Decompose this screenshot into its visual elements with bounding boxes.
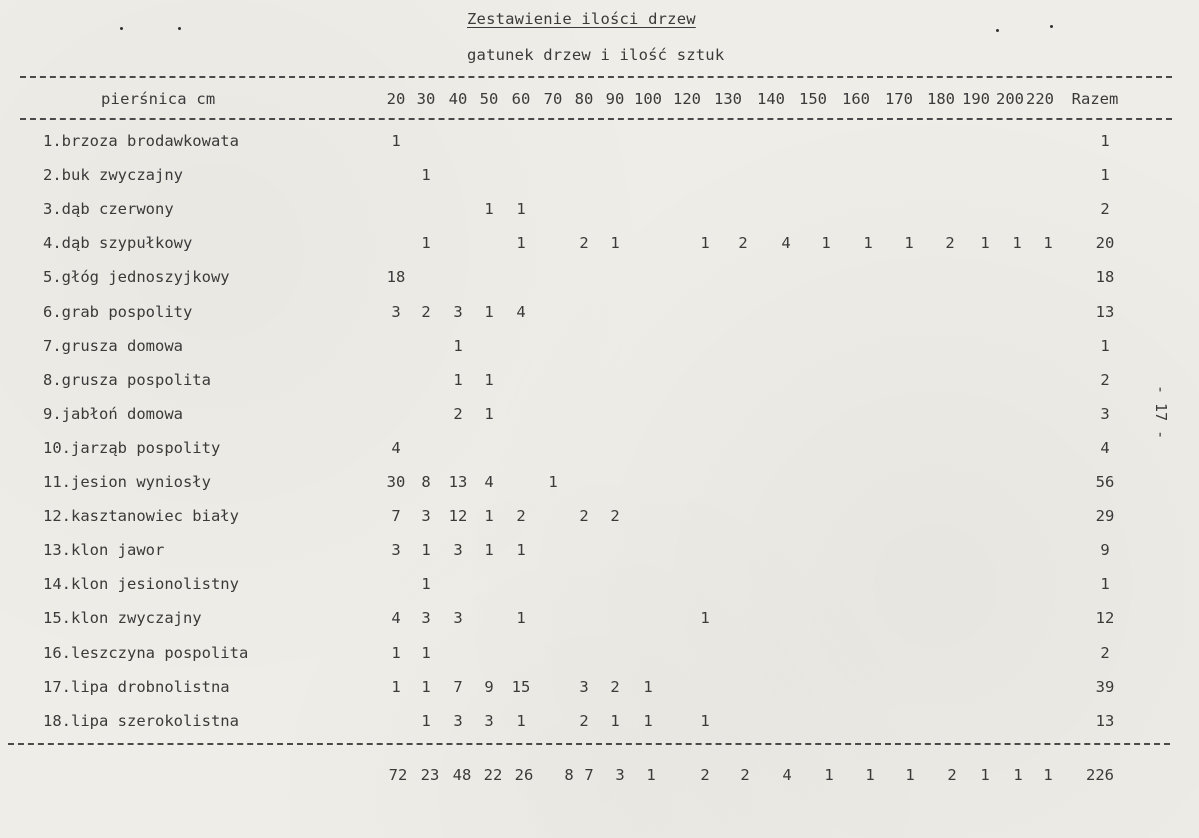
count-cell: 4 bbox=[516, 303, 526, 321]
count-cell: 1 bbox=[421, 678, 431, 696]
count-cell: 3 bbox=[453, 303, 463, 321]
count-cell: 30 bbox=[386, 473, 406, 491]
count-cell: 2 bbox=[579, 712, 589, 730]
count-cell: 18 bbox=[386, 268, 406, 286]
row-total: 13 bbox=[1095, 303, 1115, 321]
count-cell: 3 bbox=[421, 609, 431, 627]
species-name: 18.lipa szerokolistna bbox=[43, 712, 239, 730]
count-cell: 7 bbox=[453, 678, 463, 696]
count-cell: 1 bbox=[484, 405, 494, 423]
header-column-label: 190 bbox=[962, 90, 990, 108]
paper-speck bbox=[996, 29, 999, 32]
species-name: 11.jesion wyniosły bbox=[43, 473, 211, 491]
row-total: 29 bbox=[1095, 507, 1115, 525]
row-total: 56 bbox=[1095, 473, 1115, 491]
row-total: 2 bbox=[1100, 200, 1110, 218]
header-column-label: 80 bbox=[574, 90, 594, 108]
count-cell: 3 bbox=[391, 541, 401, 559]
column-total: 3 bbox=[615, 766, 625, 784]
header-column-label: 30 bbox=[416, 90, 436, 108]
count-cell: 1 bbox=[484, 200, 494, 218]
count-cell: 2 bbox=[610, 507, 620, 525]
count-cell: 1 bbox=[484, 541, 494, 559]
count-cell: 1 bbox=[516, 609, 526, 627]
row-total: 13 bbox=[1095, 712, 1115, 730]
count-cell: 1 bbox=[610, 234, 620, 252]
column-total: 1 bbox=[865, 766, 875, 784]
count-cell: 1 bbox=[516, 200, 526, 218]
count-cell: 2 bbox=[945, 234, 955, 252]
row-total: 4 bbox=[1100, 439, 1110, 457]
count-cell: 1 bbox=[453, 371, 463, 389]
count-cell: 4 bbox=[391, 609, 401, 627]
column-total: 2 bbox=[700, 766, 710, 784]
species-name: 10.jarząb pospolity bbox=[43, 439, 221, 457]
row-total: 39 bbox=[1095, 678, 1115, 696]
count-cell: 2 bbox=[516, 507, 526, 525]
count-cell: 3 bbox=[484, 712, 494, 730]
count-cell: 2 bbox=[421, 303, 431, 321]
count-cell: 1 bbox=[453, 337, 463, 355]
header-column-label: 60 bbox=[511, 90, 531, 108]
column-total: 1 bbox=[1043, 766, 1053, 784]
count-cell: 1 bbox=[700, 234, 710, 252]
count-cell: 1 bbox=[643, 712, 653, 730]
top-rule bbox=[20, 76, 1172, 78]
species-name: 16.leszczyna pospolita bbox=[43, 644, 249, 662]
species-name: 3.dąb czerwony bbox=[43, 200, 174, 218]
row-total: 1 bbox=[1100, 575, 1110, 593]
count-cell: 1 bbox=[863, 234, 873, 252]
count-cell: 1 bbox=[391, 644, 401, 662]
count-cell: 2 bbox=[579, 234, 589, 252]
column-total: 2 bbox=[740, 766, 750, 784]
header-column-label: 50 bbox=[479, 90, 499, 108]
species-name: 13.klon jawor bbox=[43, 541, 165, 559]
count-cell: 1 bbox=[421, 712, 431, 730]
row-total: 2 bbox=[1100, 644, 1110, 662]
count-cell: 1 bbox=[821, 234, 831, 252]
row-total: 9 bbox=[1100, 541, 1110, 559]
count-cell: 13 bbox=[448, 473, 468, 491]
count-cell: 2 bbox=[579, 507, 589, 525]
column-total: 1 bbox=[1013, 766, 1023, 784]
count-cell: 3 bbox=[579, 678, 589, 696]
column-total: 8 bbox=[564, 766, 574, 784]
header-column-label: 40 bbox=[448, 90, 468, 108]
column-total: 26 bbox=[514, 766, 534, 784]
header-label: pierśnica cm bbox=[101, 90, 216, 108]
paper-speck bbox=[178, 27, 181, 30]
species-name: 2.buk zwyczajny bbox=[43, 166, 183, 184]
count-cell: 3 bbox=[421, 507, 431, 525]
row-total: 1 bbox=[1100, 166, 1110, 184]
row-total: 2 bbox=[1100, 371, 1110, 389]
count-cell: 8 bbox=[421, 473, 431, 491]
count-cell: 9 bbox=[484, 678, 494, 696]
row-total: 18 bbox=[1095, 268, 1115, 286]
count-cell: 1 bbox=[980, 234, 990, 252]
header-column-label: 70 bbox=[543, 90, 563, 108]
count-cell: 1 bbox=[421, 166, 431, 184]
count-cell: 1 bbox=[1012, 234, 1022, 252]
species-name: 8.grusza pospolita bbox=[43, 371, 211, 389]
count-cell: 2 bbox=[610, 678, 620, 696]
count-cell: 1 bbox=[1043, 234, 1053, 252]
header-column-label: 100 bbox=[634, 90, 662, 108]
header-total: Razem bbox=[1071, 90, 1119, 108]
count-cell: 1 bbox=[700, 712, 710, 730]
header-column-label: 220 bbox=[1026, 90, 1054, 108]
count-cell: 4 bbox=[781, 234, 791, 252]
count-cell: 4 bbox=[484, 473, 494, 491]
species-name: 14.klon jesionolistny bbox=[43, 575, 239, 593]
header-column-label: 160 bbox=[842, 90, 870, 108]
count-cell: 4 bbox=[391, 439, 401, 457]
column-total: 1 bbox=[646, 766, 656, 784]
column-total: 7 bbox=[584, 766, 594, 784]
species-name: 6.grab pospolity bbox=[43, 303, 193, 321]
count-cell: 1 bbox=[904, 234, 914, 252]
grand-total: 226 bbox=[1086, 766, 1114, 784]
count-cell: 1 bbox=[421, 541, 431, 559]
page-number-note: - 17 - bbox=[1152, 385, 1170, 440]
count-cell: 1 bbox=[484, 507, 494, 525]
document-subtitle: gatunek drzew i ilość sztuk bbox=[467, 46, 725, 64]
count-cell: 1 bbox=[548, 473, 558, 491]
paper-speck bbox=[120, 27, 123, 30]
column-total: 1 bbox=[824, 766, 834, 784]
species-name: 5.głóg jednoszyjkowy bbox=[43, 268, 230, 286]
header-column-label: 120 bbox=[673, 90, 701, 108]
count-cell: 1 bbox=[391, 678, 401, 696]
header-column-label: 20 bbox=[386, 90, 406, 108]
count-cell: 3 bbox=[453, 712, 463, 730]
species-name: 17.lipa drobnolistna bbox=[43, 678, 230, 696]
document-title: Zestawienie ilości drzew bbox=[467, 10, 696, 28]
count-cell: 1 bbox=[516, 234, 526, 252]
header-column-label: 150 bbox=[799, 90, 827, 108]
count-cell: 1 bbox=[700, 609, 710, 627]
row-total: 12 bbox=[1095, 609, 1115, 627]
count-cell: 12 bbox=[448, 507, 468, 525]
count-cell: 1 bbox=[610, 712, 620, 730]
header-column-label: 170 bbox=[885, 90, 913, 108]
count-cell: 1 bbox=[391, 132, 401, 150]
count-cell: 1 bbox=[421, 234, 431, 252]
bottom-rule bbox=[8, 743, 1170, 745]
species-name: 7.grusza domowa bbox=[43, 337, 183, 355]
header-column-label: 140 bbox=[757, 90, 785, 108]
column-total: 22 bbox=[483, 766, 503, 784]
count-cell: 7 bbox=[391, 507, 401, 525]
column-total: 72 bbox=[388, 766, 408, 784]
species-name: 12.kasztanowiec biały bbox=[43, 507, 239, 525]
count-cell: 3 bbox=[453, 609, 463, 627]
count-cell: 2 bbox=[453, 405, 463, 423]
header-column-label: 200 bbox=[996, 90, 1024, 108]
count-cell: 3 bbox=[453, 541, 463, 559]
column-total: 1 bbox=[905, 766, 915, 784]
count-cell: 1 bbox=[484, 303, 494, 321]
count-cell: 15 bbox=[511, 678, 531, 696]
column-total: 23 bbox=[420, 766, 440, 784]
column-total: 2 bbox=[947, 766, 957, 784]
row-total: 3 bbox=[1100, 405, 1110, 423]
header-column-label: 90 bbox=[605, 90, 625, 108]
count-cell: 1 bbox=[516, 541, 526, 559]
count-cell: 1 bbox=[421, 575, 431, 593]
row-total: 1 bbox=[1100, 337, 1110, 355]
column-total: 48 bbox=[452, 766, 472, 784]
count-cell: 2 bbox=[738, 234, 748, 252]
species-name: 4.dąb szypułkowy bbox=[43, 234, 193, 252]
row-total: 20 bbox=[1095, 234, 1115, 252]
species-name: 1.brzoza brodawkowata bbox=[43, 132, 239, 150]
header-rule bbox=[20, 118, 1172, 120]
count-cell: 1 bbox=[484, 371, 494, 389]
header-column-label: 180 bbox=[927, 90, 955, 108]
column-total: 1 bbox=[980, 766, 990, 784]
count-cell: 1 bbox=[516, 712, 526, 730]
species-name: 15.klon zwyczajny bbox=[43, 609, 202, 627]
header-column-label: 130 bbox=[714, 90, 742, 108]
count-cell: 1 bbox=[421, 644, 431, 662]
row-total: 1 bbox=[1100, 132, 1110, 150]
column-total: 4 bbox=[782, 766, 792, 784]
count-cell: 3 bbox=[391, 303, 401, 321]
count-cell: 1 bbox=[643, 678, 653, 696]
paper-speck bbox=[1050, 25, 1053, 28]
species-name: 9.jabłoń domowa bbox=[43, 405, 183, 423]
